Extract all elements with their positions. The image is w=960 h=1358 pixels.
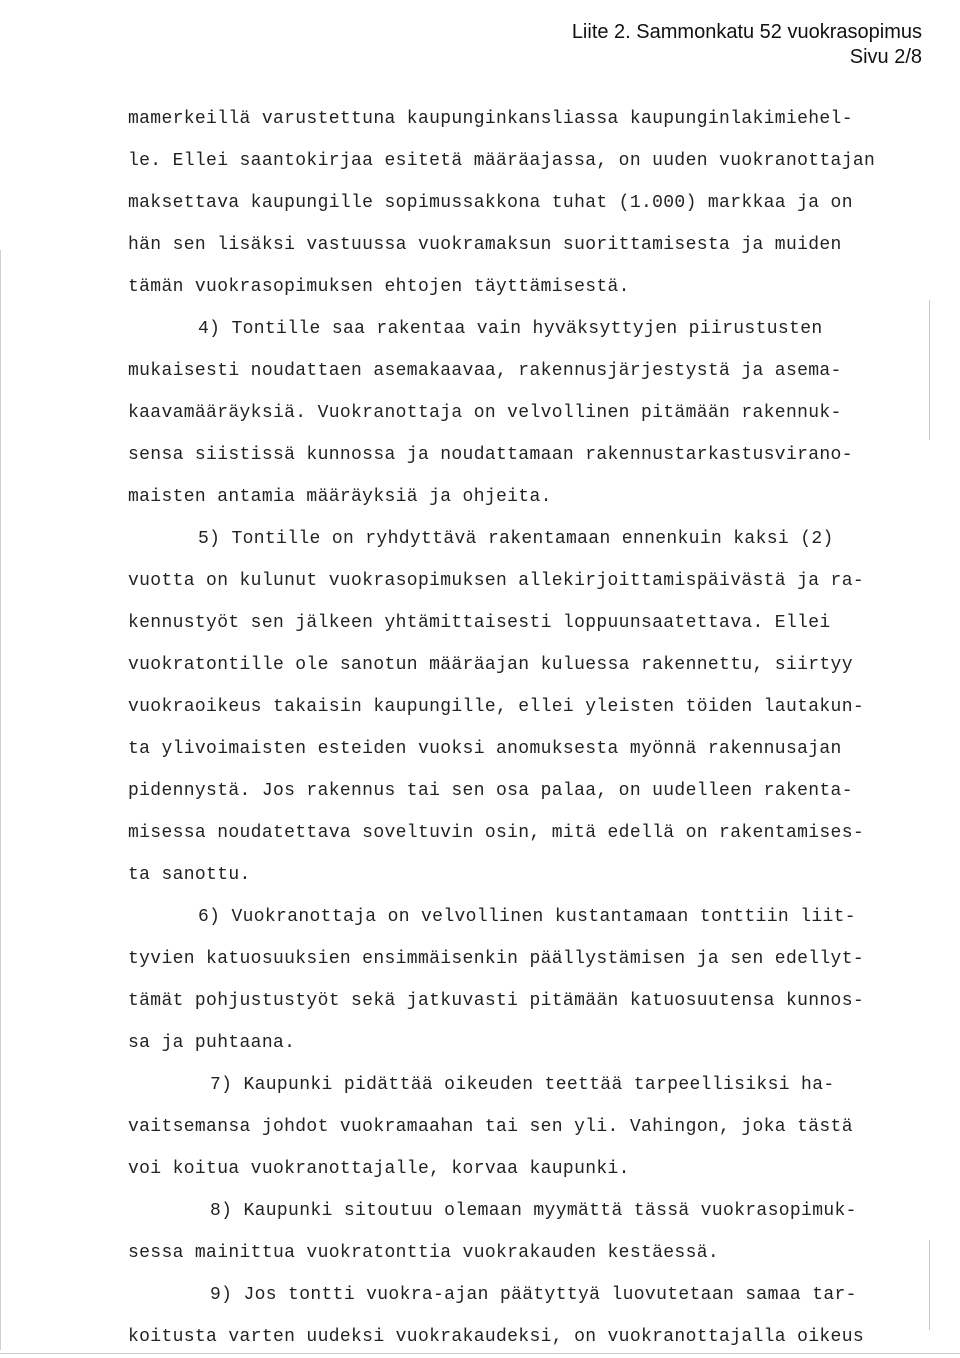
text-line: sessa mainittua vuokratonttia vuokrakauden kestäessä. <box>128 1243 720 1263</box>
text-line: tämät pohjustustyöt sekä jatkuvasti pitämään katuosuutensa kunnos- <box>128 991 865 1011</box>
text-line: koitusta varten uudeksi vuokrakaudeksi, on vuokranottajalla oikeus <box>128 1327 865 1347</box>
text-line: vaitsemansa johdot vuokramaahan tai sen yli. Vahingon, joka tästä <box>128 1117 853 1137</box>
page-number: Sivu 2/8 <box>849 46 922 68</box>
text-line: ta sanottu. <box>128 865 251 885</box>
text-line: maksettava kaupungille sopimussakkona tuhat (1.000) markkaa ja on <box>128 193 853 213</box>
document-title: Liite 2. Sammonkatu 52 vuokrasopimus <box>571 21 922 43</box>
paragraph-8-start: 8) Kaupunki sitoutuu olemaan myymättä tässä vuokrasopimuk- <box>210 1201 857 1221</box>
text-line: sa ja puhtaana. <box>128 1033 296 1053</box>
text-line: kennustyöt sen jälkeen yhtämittaisesti loppuunsaatettava. Ellei <box>128 613 831 633</box>
text-line: voi koitua vuokranottajalle, korvaa kaupunki. <box>128 1159 630 1179</box>
document-body <box>128 98 918 1358</box>
text-line: tämän vuokrasopimuksen ehtojen täyttämisestä. <box>128 277 630 297</box>
text-line: tyvien katuosuuksien ensimmäisenkin päällystämisen ja sen edellyt- <box>128 949 865 969</box>
scan-margin-line <box>929 300 930 440</box>
text-line: mukaisesti noudattaen asemakaavaa, rakennusjärjestystä ja asema- <box>128 361 842 381</box>
paragraph-7-start: 7) Kaupunki pidättää oikeuden teettää tarpeellisiksi ha- <box>210 1075 835 1095</box>
text-line: ta ylivoimaisten esteiden vuoksi anomuksesta myönnä rakennusajan <box>128 739 842 759</box>
paragraph-6-start: 6) Vuokranottaja on velvollinen kustantamaan tonttiin liit- <box>198 907 856 927</box>
paragraph-9-start: 9) Jos tontti vuokra-ajan päätyttyä luovutetaan samaa tar- <box>210 1285 857 1305</box>
paragraph-5-start: 5) Tontille on ryhdyttävä rakentamaan ennenkuin kaksi (2) <box>198 529 834 549</box>
text-line: hän sen lisäksi vastuussa vuokramaksun suorittamisesta ja muiden <box>128 235 842 255</box>
scan-edge-bottom <box>0 1353 960 1354</box>
scan-edge-left <box>0 250 1 1350</box>
text-line: le. Ellei saantokirjaa esitetä määräajassa, on uuden vuokranottajan <box>128 151 876 171</box>
text-line: maisten antamia määräyksiä ja ohjeita. <box>128 487 552 507</box>
text-line: sensa siistissä kunnossa ja noudattamaan rakennustarkastusvirano- <box>128 445 853 465</box>
text-line: vuokratontille ole sanotun määräajan kuluessa rakennettu, siirtyy <box>128 655 853 675</box>
text-line: vuokraoikeus takaisin kaupungille, ellei yleisten töiden lautakun- <box>128 697 865 717</box>
text-line: pidennystä. Jos rakennus tai sen osa palaa, on uudelleen rakenta- <box>128 781 853 801</box>
paragraph-4-start: 4) Tontille saa rakentaa vain hyväksyttyjen piirustusten <box>198 319 823 339</box>
text-line: mamerkeillä varustettuna kaupunginkansliassa kaupunginlakimiehel- <box>128 109 853 129</box>
text-line: misessa noudatettava soveltuvin osin, mitä edellä on rakentamises- <box>128 823 865 843</box>
page-header <box>572 20 922 70</box>
text-line: kaavamääräyksiä. Vuokranottaja on velvollinen pitämään rakennuk- <box>128 403 842 423</box>
scan-margin-line <box>929 1240 930 1330</box>
text-line: vuotta on kulunut vuokrasopimuksen allekirjoittamispäivästä ja ra- <box>128 571 865 591</box>
